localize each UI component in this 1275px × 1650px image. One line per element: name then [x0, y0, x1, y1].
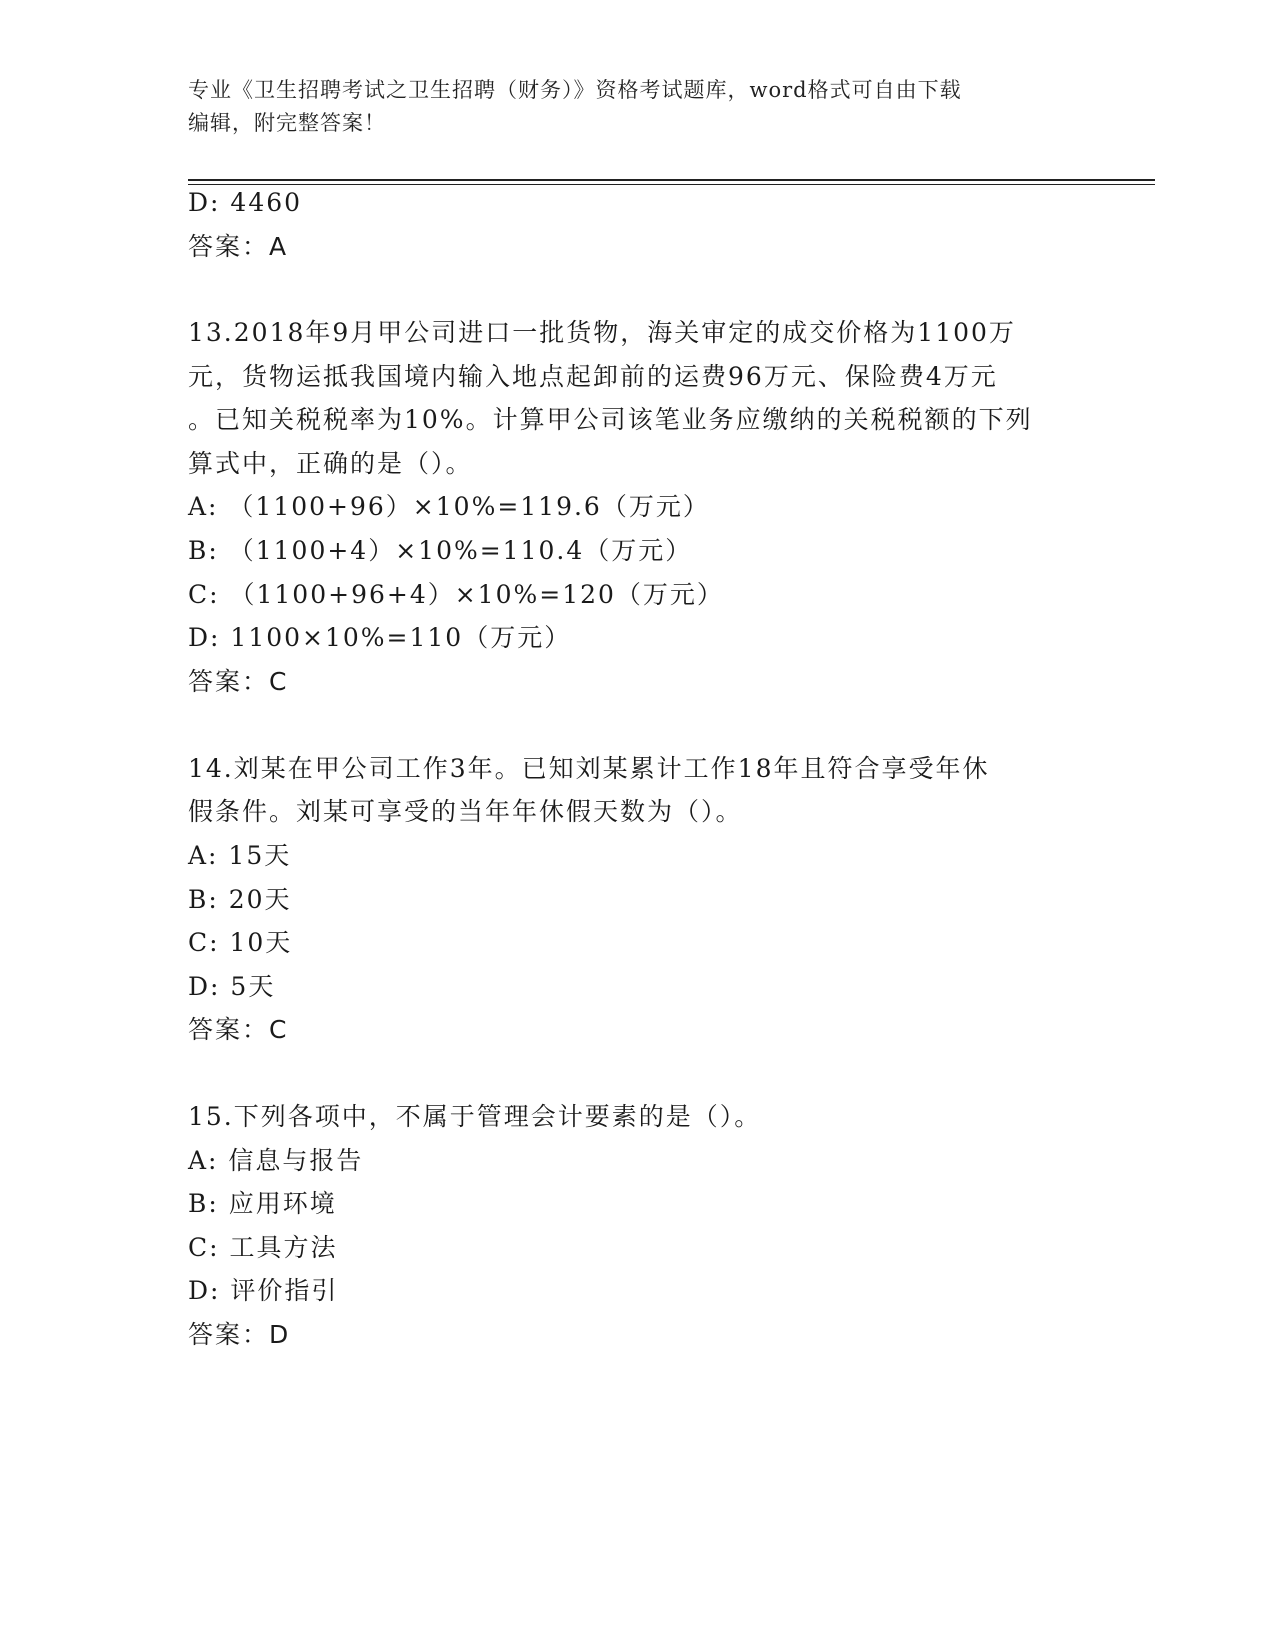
- q15-option-c: C: 工具方法: [188, 1233, 338, 1262]
- header-divider-thin: [188, 184, 1155, 185]
- header-line-1: 专业《卫生招聘考试之卫生招聘（财务）》资格考试题库，word格式可自由下载: [188, 78, 962, 102]
- q13-option-c: C: （1100+96+4）×10%=120（万元）: [188, 580, 724, 609]
- q15-text-line-1: 15.下列各项中，不属于管理会计要素的是（）。: [188, 1102, 762, 1131]
- header-line-2: 编辑，附完整答案！: [188, 111, 386, 135]
- header-divider-thick: [188, 179, 1155, 181]
- q14-text-line-1: 14.刘某在甲公司工作3年。已知刘某累计工作18年且符合享受年休: [188, 754, 990, 783]
- page-header: [188, 74, 1088, 140]
- q13-text-line-3: 。已知关税税率为10%。计算甲公司该笔业务应缴纳的关税税额的下列: [188, 405, 1033, 434]
- q13-option-a: A: （1100+96）×10%=119.6（万元）: [188, 492, 710, 521]
- q14-option-c: C: 10天: [188, 928, 293, 957]
- q14-option-a: A: 15天: [188, 841, 292, 870]
- prev-answer: 答案：A: [188, 232, 289, 261]
- q14-option-b: B: 20天: [188, 885, 292, 914]
- q15-answer: 答案：D: [188, 1320, 291, 1349]
- q13-text-line-1: 13.2018年9月甲公司进口一批货物，海关审定的成交价格为1100万: [188, 318, 1016, 347]
- q13-text-line-4: 算式中，正确的是（）。: [188, 449, 473, 478]
- q15-option-b: B: 应用环境: [188, 1189, 337, 1218]
- q13-option-d: D: 1100×10%=110（万元）: [188, 623, 572, 652]
- q15-option-d: D: 评价指引: [188, 1276, 339, 1305]
- q13-answer: 答案：C: [188, 667, 289, 696]
- q14-text-line-2: 假条件。刘某可享受的当年年休假天数为（）。: [188, 797, 743, 826]
- q14-answer: 答案：C: [188, 1015, 289, 1044]
- q13-option-b: B: （1100+4）×10%=110.4（万元）: [188, 536, 693, 565]
- q13-text-line-2: 元，货物运抵我国境内输入地点起卸前的运费96万元、保险费4万元: [188, 362, 998, 391]
- q14-option-d: D: 5天: [188, 972, 276, 1001]
- q15-option-a: A: 信息与报告: [188, 1146, 364, 1175]
- prev-option-d: D: 4460: [188, 188, 303, 217]
